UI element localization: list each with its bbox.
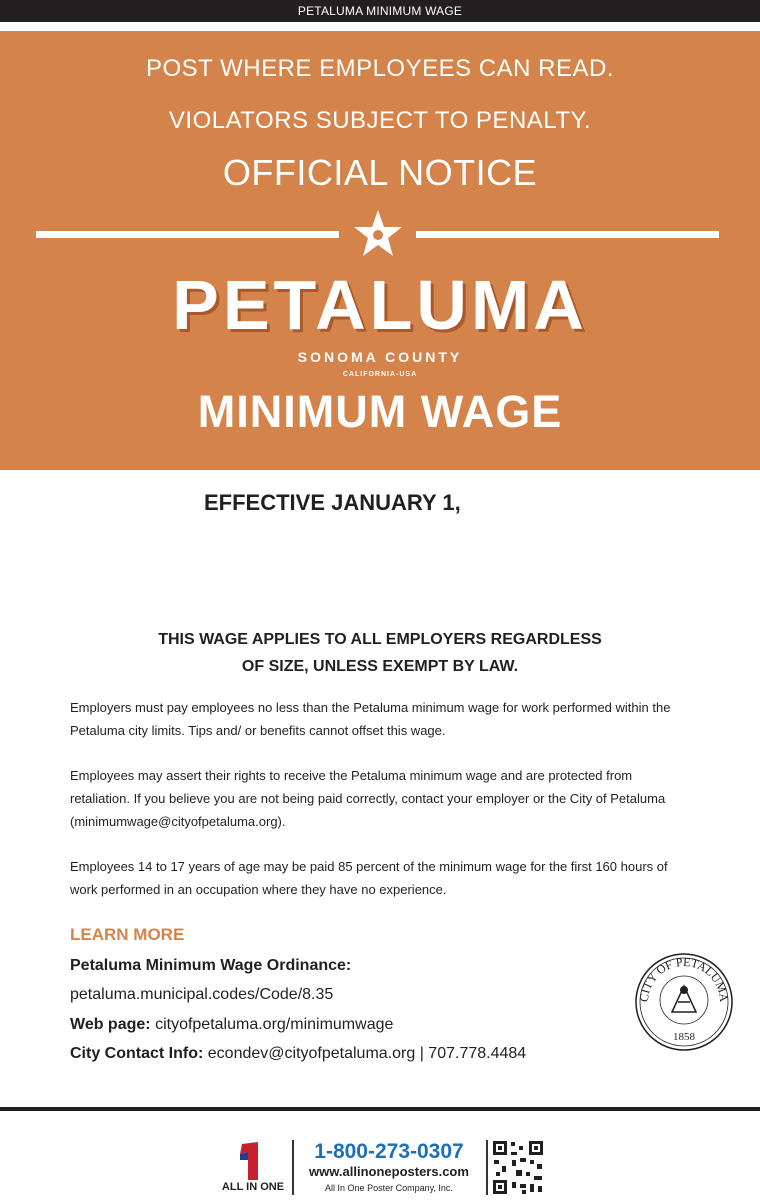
web-page-line [70,1016,393,1034]
web-page-link[interactable]: cityofpetaluma.org/minimumwage [155,1016,394,1033]
qr-code-icon [492,1140,544,1195]
state-name: CALIFORNIA-USA [342,371,418,378]
seal-text: CITY OF PETALUMA [636,954,732,1003]
paragraph-youth-wage: Employees 14 to 17 years of age may be paid 85 percent of the minimum wage for the first 160 hours of work performed in an occupation where they have no experience. [70,859,668,897]
effective-date: EFFECTIVE JANUARY 1, [204,490,461,515]
footer-separator [486,1140,488,1195]
city-seal-icon [634,952,734,1052]
paragraph-employers: Employers must pay employees no less than the Petaluma minimum wage for work performed within the Petaluma city limits. Tips and/ or benefits cannot offset this wage. [70,700,671,738]
learn-more-heading: LEARN MORE [70,925,185,944]
minimum-wage-heading: MINIMUM WAGE [197,386,563,437]
applies-line-1: THIS WAGE APPLIES TO ALL EMPLOYERS REGARDLESS [158,631,602,648]
official-notice-heading: OFFICIAL NOTICE [222,152,538,193]
county-name: SONOMA COUNTY [297,349,463,365]
post-notice-text: POST WHERE EMPLOYEES CAN READ. [146,55,614,82]
star-icon [353,208,403,258]
footer-separator [292,1140,294,1195]
top-title: PETALUMA MINIMUM WAGE [297,4,463,18]
logo-text: ALL IN ONE [221,1181,285,1193]
website-link[interactable]: www.allinoneposters.com [309,1164,469,1179]
phone-number[interactable]: 1-800-273-0307 [314,1140,464,1163]
ordinance-label: Petaluma Minimum Wage Ordinance: [70,957,352,974]
city-name: PETALUMA [172,266,588,344]
left-divider [36,231,339,238]
seal-year: 1858 [673,1031,695,1043]
web-page-label: Web page: [70,1016,151,1033]
company-name: All In One Poster Company, Inc. [325,1183,453,1193]
contact-value[interactable]: econdev@cityofpetaluma.org | 707.778.4484 [207,1045,527,1062]
official-notice-banner [0,31,760,470]
contact-label: City Contact Info: [70,1045,204,1062]
penalty-notice-text: VIOLATORS SUBJECT TO PENALTY. [168,107,592,134]
paragraph-employees-rights: Employees may assert their rights to receive the Petaluma minimum wage and are protected from retaliation. If you believe you are not being paid correctly, contact your employer or the City of Petaluma (minimumwage@cityofpetaluma.org). [70,768,666,829]
contact-line [70,1045,526,1063]
applies-line-2: OF SIZE, UNLESS EXEMPT BY LAW. [241,658,519,675]
all-in-one-logo-icon [218,1140,288,1195]
right-divider [416,231,719,238]
top-title-bar [0,0,760,22]
applies-statement [0,626,760,680]
ordinance-link[interactable]: petaluma.municipal.codes/Code/8.35 [70,986,334,1003]
footer-divider [0,1107,760,1111]
